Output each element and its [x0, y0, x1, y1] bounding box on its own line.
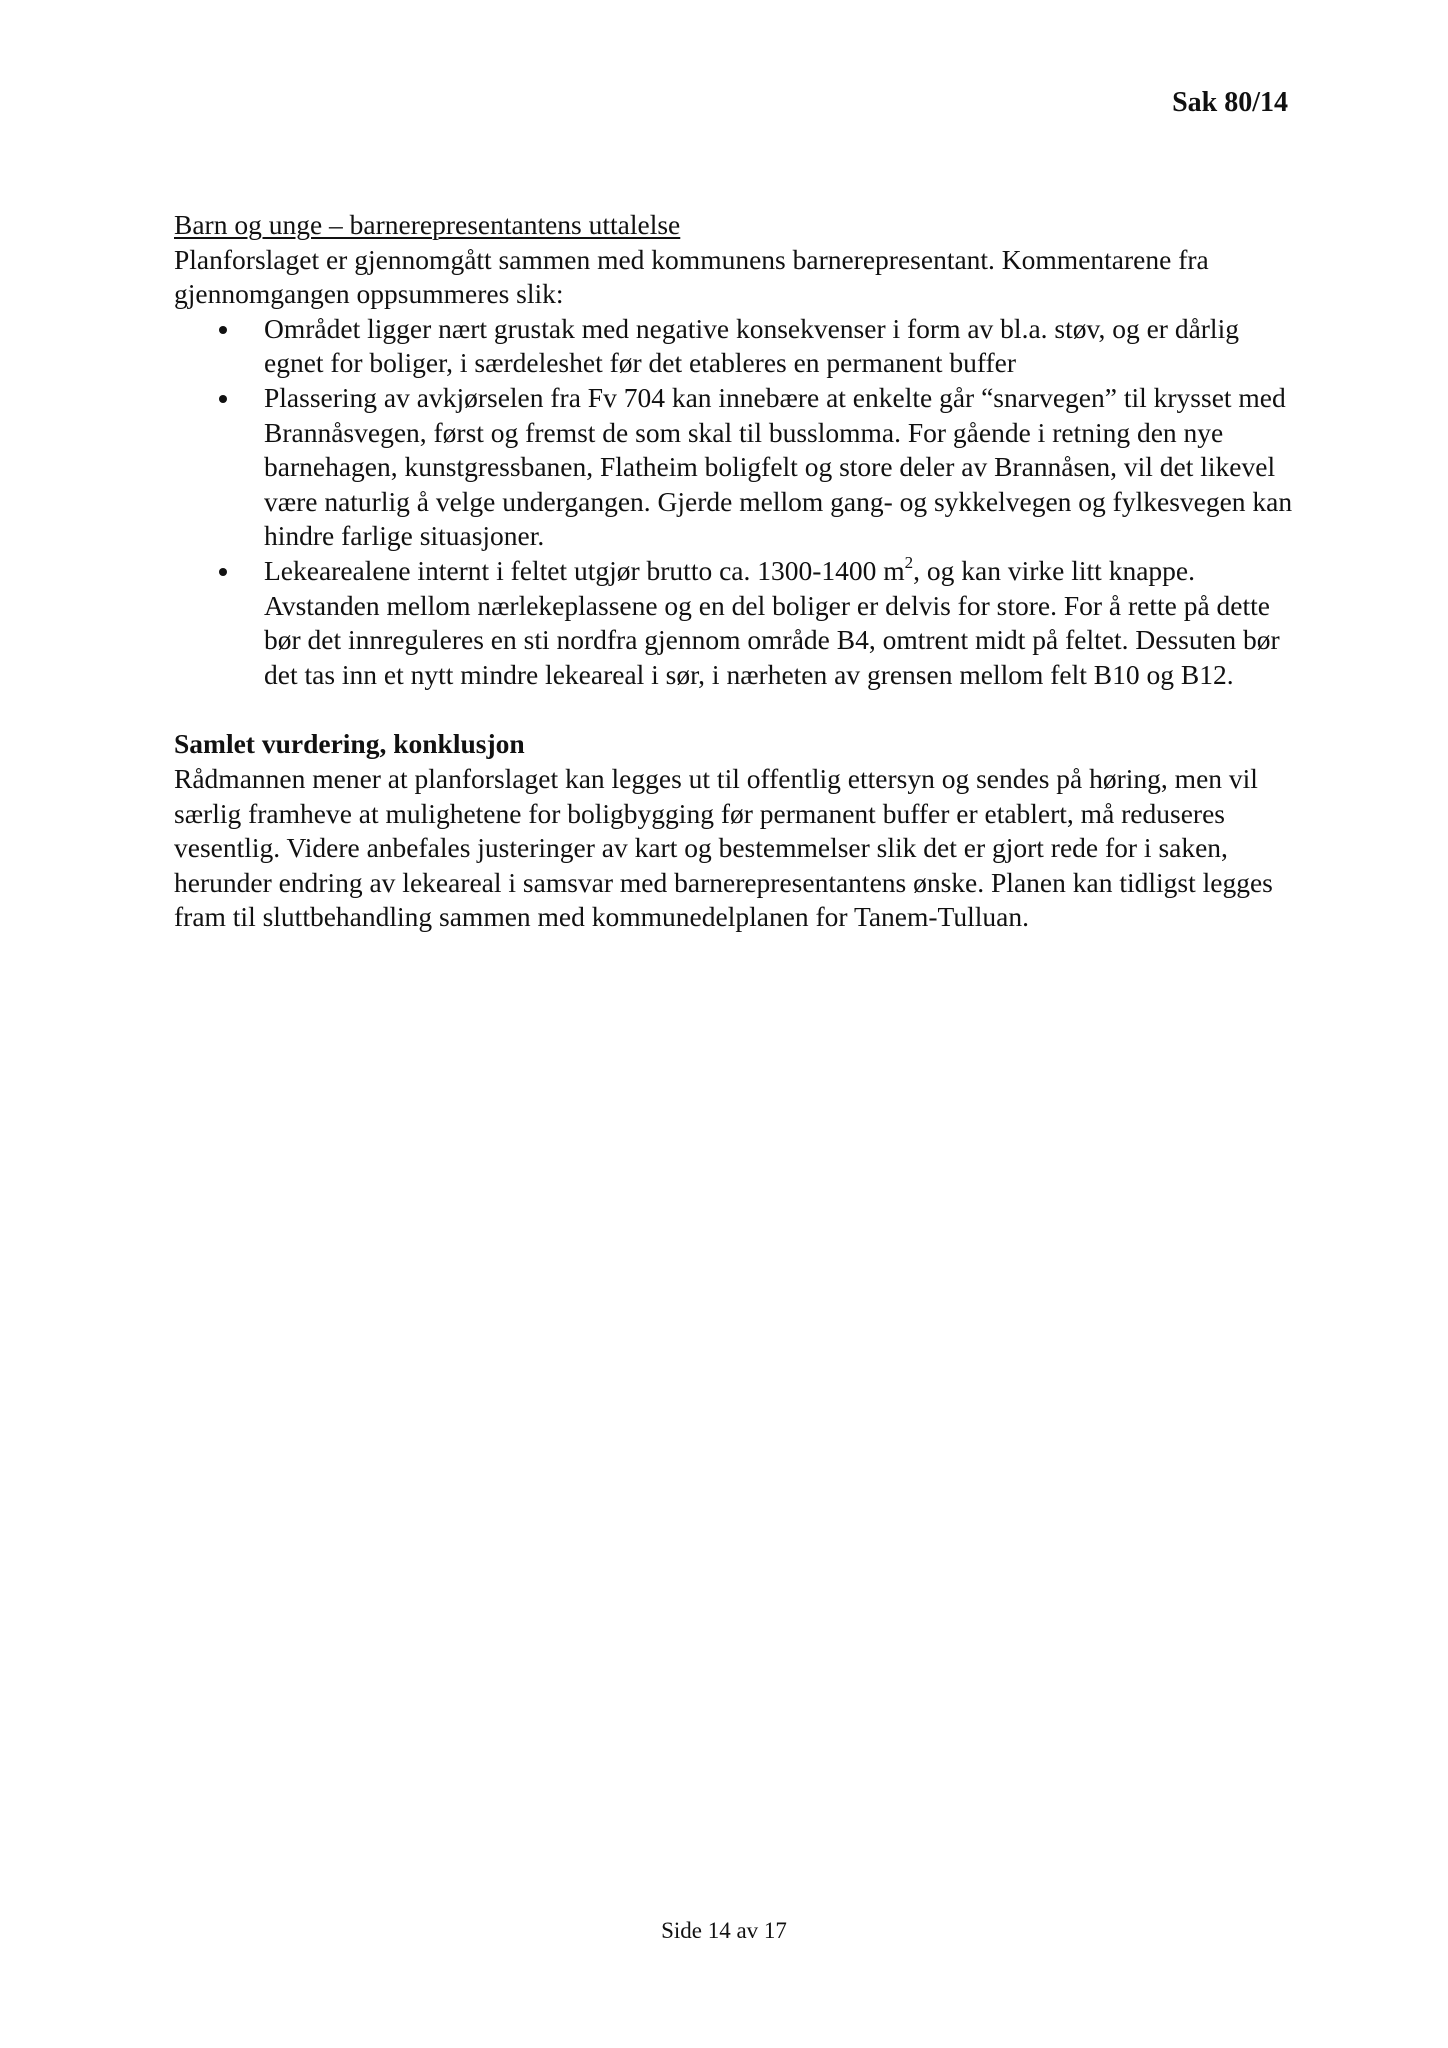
area-superscript: 2: [904, 552, 914, 572]
bullet-icon: [219, 568, 227, 576]
section-intro-paragraph: Planforslaget er gjennomgått sammen med kommunens barnerepresentant. Kommentarene fra gjennomgangen oppsummeres slik:: [174, 243, 1209, 310]
bullet-icon: [219, 395, 227, 403]
list-item-text-before: Lekearealene internt i feltet utgjør brutto ca. 1300-1400 m: [264, 554, 905, 586]
list-item-text-after: , og kan virke litt knappe. Avstanden mellom nærlekeplassene og en del boliger er delvis for store. For å rette på dette bør det innreguleres en sti nordfra gjennom område B4, omtrent midt på feltet. Dessuten bør det tas inn et nytt mindre lekeareal i sør, i nærheten av grensen mellom felt B10 og B12.: [264, 554, 1280, 690]
list-item-text: Plassering av avkjørselen fra Fv 704 kan innebære at enkelte går “snarvegen” til krysset med Brannåsvegen, først og fremst de som skal til busslomma. For gående i retning den nye barnehagen, kunstgressbanen, Flatheim boligfelt og store deler av Brannåsen, vil det likevel være naturlig å velge undergangen. Gjerde mellom gang- og sykkelvegen og fylkesvegen kan hindre farlige situasjoner.: [264, 381, 1293, 552]
section-spacer: [174, 692, 1294, 727]
bullet-icon: [219, 326, 227, 334]
case-number: Sak 80/14: [1172, 87, 1288, 118]
list-item: [264, 554, 1294, 692]
conclusion-paragraph: Rådmannen mener at planforslaget kan legges ut til offentlig ettersyn og sendes på høring, men vil særlig framheve at mulighetene for boligbygging før permanent buffer er etablert, må reduseres vesentlig. Videre anbefales justeringer av kart og bestemmelser slik det er gjort rede for i saken, herunder endring av lekeareal i samsvar med barnerepresentantens ønske. Planen kan tidligst legges fram til sluttbehandling sammen med kommunedelplanen for Tanem-Tulluan.: [174, 762, 1273, 933]
list-item-text: Området ligger nært grustak med negative konsekvenser i form av bl.a. støv, og er dårlig egnet for boliger, i særdeleshet før det etableres en permanent buffer: [264, 312, 1239, 379]
comment-list: [174, 312, 1294, 693]
page-number: Side 14 av 17: [661, 1918, 787, 1943]
section-heading-conclusion: Samlet vurdering, konklusjon: [174, 728, 525, 760]
section-heading-children: Barn og unge – barnerepresentantens uttalelse: [174, 209, 681, 240]
document-body: [174, 208, 1294, 935]
list-item: [264, 312, 1294, 381]
list-item: [264, 381, 1294, 554]
